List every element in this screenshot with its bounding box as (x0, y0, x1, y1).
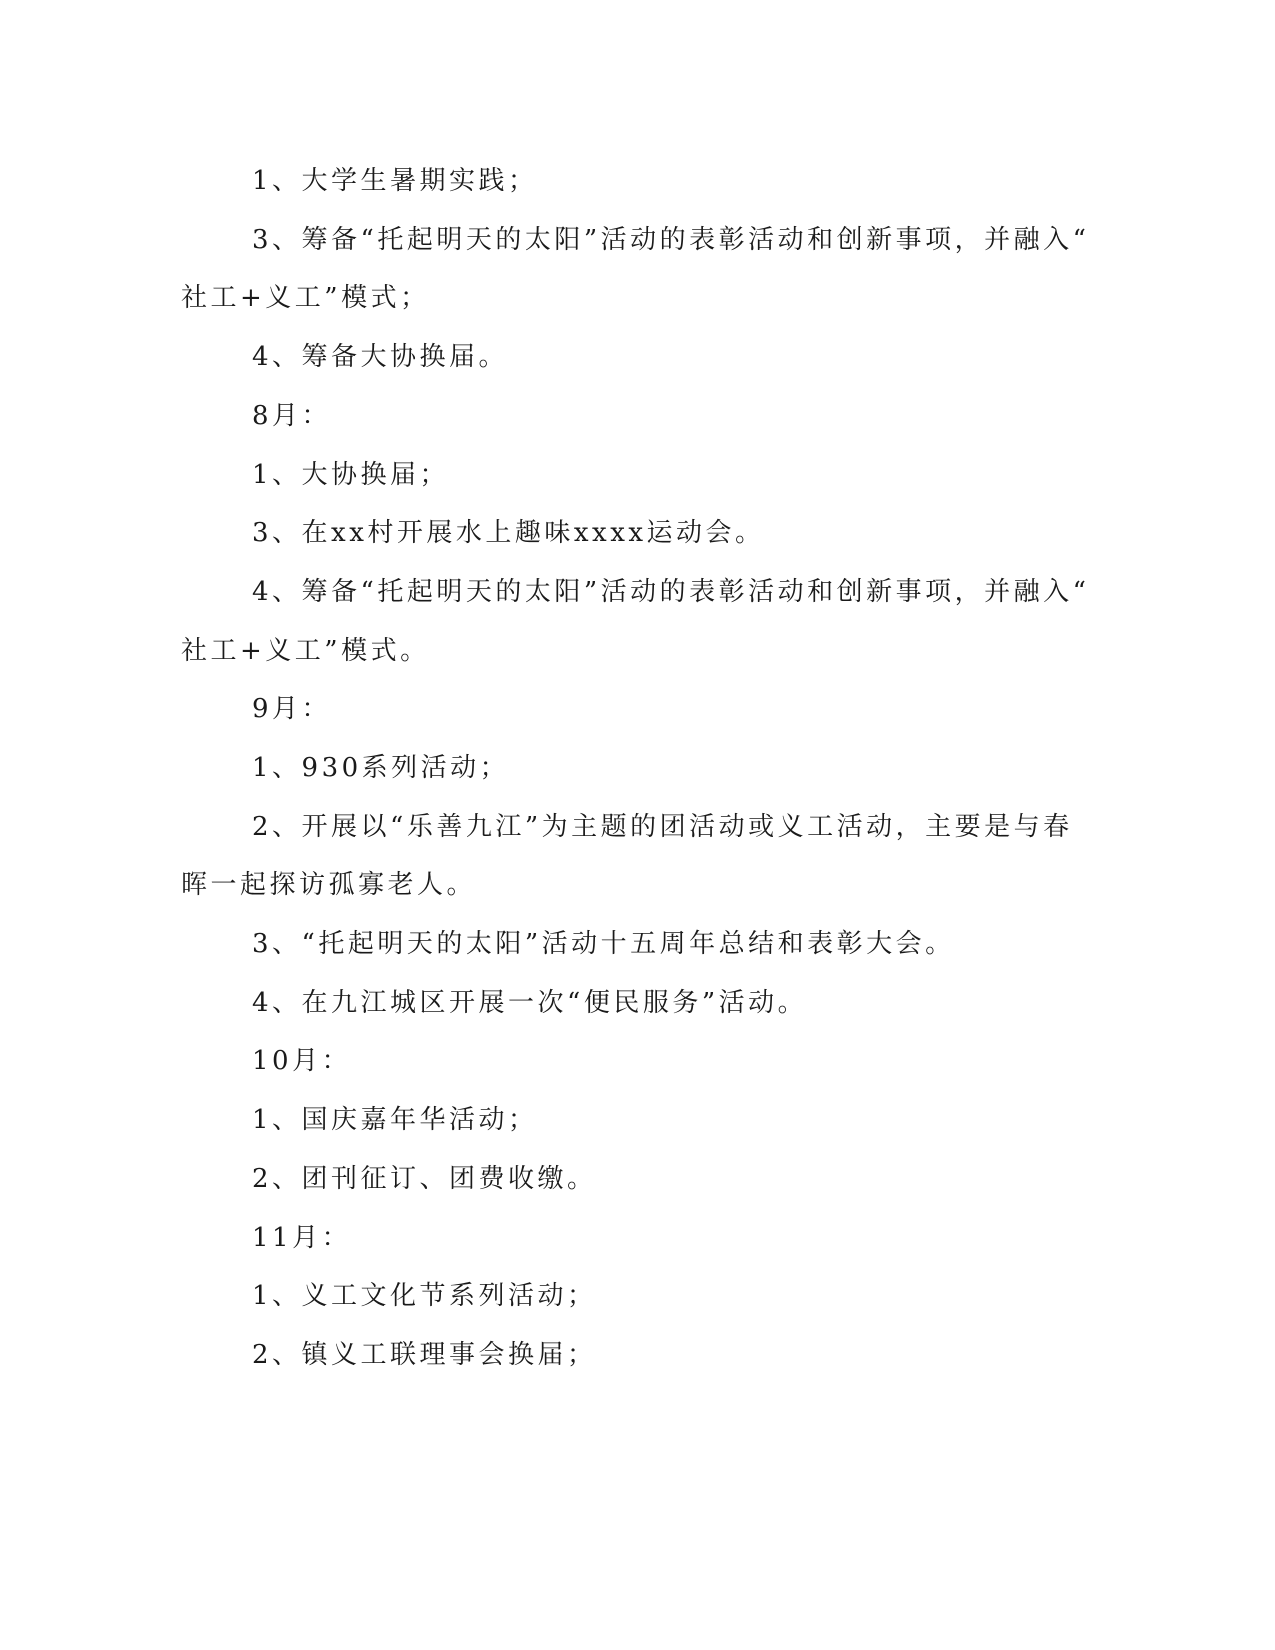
list-item-summer-practice: 1、大学生暑期实践； (252, 166, 538, 196)
list-item-anniversary: 3、“托起明天的太阳”活动十五周年总结和表彰大会。 (252, 929, 955, 959)
list-item-930-series: 1、930系列活动； (252, 753, 510, 783)
month-heading-september: 9月： (252, 694, 332, 724)
list-item-national-day: 1、国庆嘉年华活动； (252, 1105, 538, 1135)
list-item-prepare-election: 4、筹备大协换届。 (252, 342, 509, 372)
list-item-continuation-3: 晖一起探访孤寡老人。 (181, 870, 477, 900)
list-item-subscription: 2、团刊征订、团费收缴。 (252, 1164, 597, 1194)
month-heading-october: 10月： (252, 1046, 352, 1076)
month-heading-august: 8月： (252, 401, 332, 431)
list-item-continuation-2: 社工+义工”模式。 (181, 636, 430, 666)
list-item-election: 1、大协换届； (252, 460, 450, 490)
list-item-council-election: 2、镇义工联理事会换届； (252, 1340, 597, 1370)
list-item-public-service: 4、在九江城区开展一次“便民服务”活动。 (252, 988, 808, 1018)
list-item-prepare-award-2: 4、筹备“托起明天的太阳”活动的表彰活动和创新事项，并融入“ (252, 577, 1090, 607)
list-item-water-games: 3、在xx村开展水上趣味xxxx运动会。 (252, 518, 765, 548)
list-item-prepare-award: 3、筹备“托起明天的太阳”活动的表彰活动和创新事项，并融入“ (252, 225, 1090, 255)
list-item-culture-festival: 1、义工文化节系列活动； (252, 1281, 597, 1311)
list-item-theme-activity: 2、开展以“乐善九江”为主题的团活动或义工活动，主要是与春 (252, 812, 1073, 842)
list-item-continuation: 社工+义工”模式； (181, 283, 430, 313)
month-heading-november: 11月： (252, 1223, 352, 1253)
